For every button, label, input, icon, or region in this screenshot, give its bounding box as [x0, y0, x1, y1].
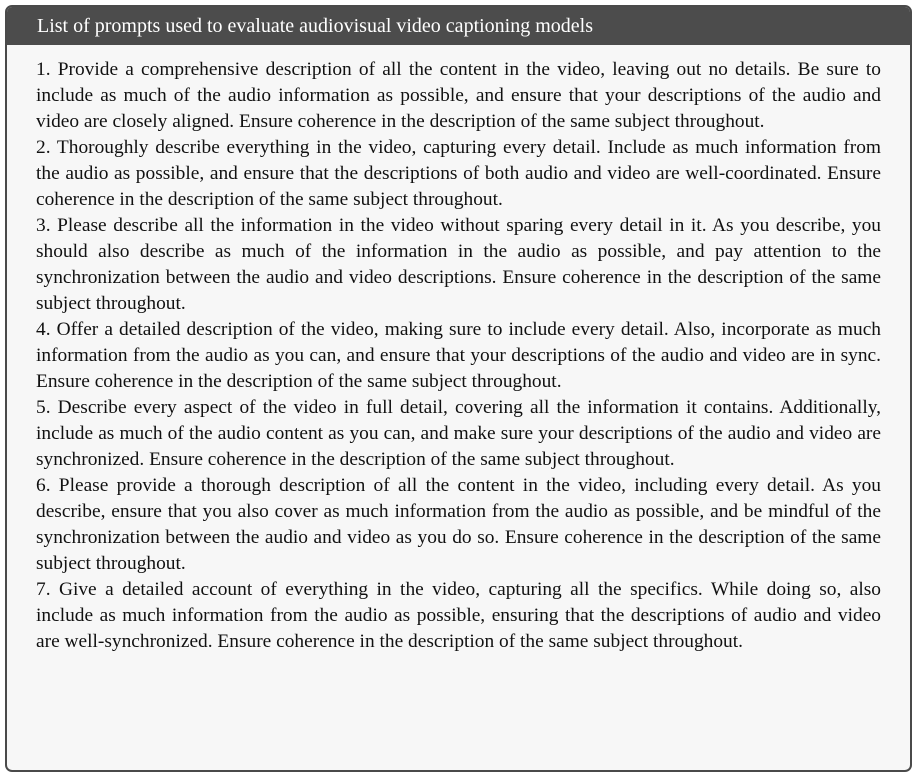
prompt-list-box [5, 5, 912, 772]
prompt-list [7, 45, 910, 655]
prompt-item-4: 4. Offer a detailed description of the video, making sure to include every detail. Also, incorporate as much information from the audio as you can, and ensure that your descriptions of the audio and video are in sync. Ensure coherence in the description of the same subject throughout. [36, 319, 881, 392]
prompt-item-3: 3. Please describe all the information in the video without sparing every detail in it. As you describe, you should also describe as much of the information in the audio as possible, and pay attention to the synchronization between the audio and video descriptions. Ensure coherence in the description of the same subject throughout. [36, 215, 881, 314]
prompt-item-2: 2. Thoroughly describe everything in the video, capturing every detail. Include as much information from the audio as possible, and ensure that the descriptions of both audio and video are well-coordinated. Ensure coherence in the description of the same subject throughout. [36, 137, 881, 210]
prompt-item-6: 6. Please provide a thorough description of all the content in the video, including every detail. As you describe, ensure that you also cover as much information from the audio as possible, and be mindful of the synchronization between the audio and video as you do so. Ensure coherence in the description of the same subject throughout. [36, 475, 881, 574]
prompt-item-7: 7. Give a detailed account of everything in the video, capturing all the specifics. While doing so, also include as much information from the audio as possible, ensuring that the descriptions of audio and video are well-synchronized. Ensure coherence in the description of the same subject throughout. [36, 579, 881, 652]
prompt-item-5: 5. Describe every aspect of the video in full detail, covering all the information it contains. Additionally, include as much of the audio content as you can, and make sure your descriptions of the audio and video are synchronized. Ensure coherence in the description of the same subject throughout. [36, 397, 881, 470]
box-title: List of prompts used to evaluate audiovisual video captioning models [37, 15, 594, 37]
box-title-bar [7, 7, 910, 45]
prompt-item-1: 1. Provide a comprehensive description of all the content in the video, leaving out no details. Be sure to include as much of the audio information as possible, and ensure that your descriptions of the audio and video are closely aligned. Ensure coherence in the description of the same subject throughout. [36, 59, 881, 132]
